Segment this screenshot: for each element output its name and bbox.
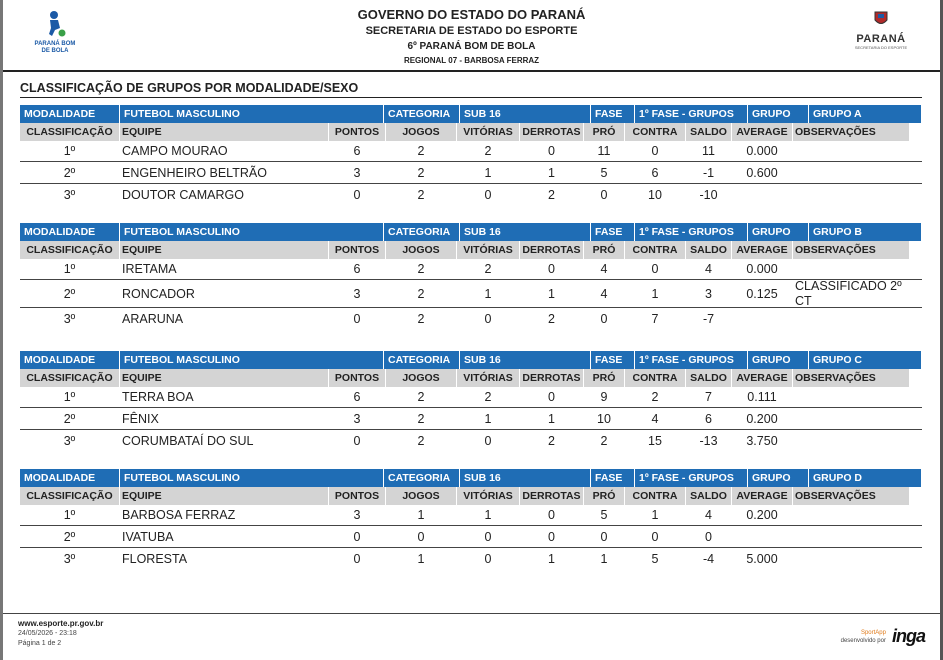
table-row xyxy=(20,505,922,526)
modalidade-value: FUTEBOL MASCULINO xyxy=(120,105,383,123)
cell-contra: 2 xyxy=(651,390,659,404)
cell-pro: 2 xyxy=(600,434,608,448)
cell-average: 5.000 xyxy=(746,552,778,566)
cell-classificacao: 3º xyxy=(63,188,76,202)
categoria-value: SUB 16 xyxy=(460,223,590,241)
cell-average: 0.200 xyxy=(746,411,778,426)
categoria-value: SUB 16 xyxy=(460,105,590,123)
cell-saldo: 3 xyxy=(705,286,712,301)
header-titles xyxy=(0,6,943,67)
cell-equipe: IRETAMA xyxy=(122,262,177,276)
fase-value: 1º FASE - GRUPOS xyxy=(635,223,747,241)
group-header-band xyxy=(20,105,922,123)
categoria-label: CATEGORIA xyxy=(384,351,459,369)
grupo-label: GRUPO xyxy=(748,469,808,487)
cell-pro: 5 xyxy=(600,508,608,522)
cell-average: 0.111 xyxy=(747,390,777,404)
cell-contra: 5 xyxy=(651,552,659,566)
fase-label: FASE xyxy=(591,469,634,487)
cell-vitorias: 2 xyxy=(484,390,492,404)
cell-average: 0.125 xyxy=(746,286,778,301)
cell-classificacao: 1º xyxy=(63,508,76,522)
column-header-contra: CONTRA xyxy=(625,369,685,387)
categoria-label: CATEGORIA xyxy=(384,105,459,123)
cell-pontos: 3 xyxy=(353,508,361,522)
cell-pontos: 0 xyxy=(353,312,361,326)
fase-value: 1º FASE - GRUPOS xyxy=(635,105,747,123)
column-header-classificacao: CLASSIFICAÇÃO xyxy=(20,369,119,387)
cell-jogos: 2 xyxy=(417,286,425,301)
group-header-band xyxy=(20,469,922,487)
table-row xyxy=(20,184,922,206)
column-header-vitorias: VITÓRIAS xyxy=(457,487,519,505)
group-table xyxy=(20,469,922,570)
government-title: GOVERNO DO ESTADO DO PARANÁ xyxy=(357,7,586,22)
cell-vitorias: 1 xyxy=(484,286,492,301)
cell-derrotas: 0 xyxy=(548,390,555,404)
cell-saldo: 4 xyxy=(705,262,712,276)
cell-average: 0.000 xyxy=(746,262,778,276)
column-header-equipe: EQUIPE xyxy=(120,241,328,259)
cell-contra: 0 xyxy=(651,262,659,276)
cell-classificacao: 1º xyxy=(63,390,76,404)
footer-date: 24/05/2026 - 23:18 xyxy=(18,630,77,637)
group-header-band xyxy=(20,223,922,241)
modalidade-label: MODALIDADE xyxy=(20,351,119,369)
column-header-pro: PRÓ xyxy=(584,487,624,505)
column-header-contra: CONTRA xyxy=(625,241,685,259)
column-header-derrotas: DERROTAS xyxy=(520,369,583,387)
cell-equipe: FLORESTA xyxy=(122,552,188,566)
cell-pro: 11 xyxy=(597,144,611,158)
cell-pro: 0 xyxy=(600,188,608,202)
cell-contra: 15 xyxy=(648,434,662,448)
cell-average: 0.000 xyxy=(746,144,778,158)
cell-derrotas: 2 xyxy=(548,434,555,448)
cell-jogos: 2 xyxy=(417,165,425,180)
column-header-jogos: JOGOS xyxy=(386,241,456,259)
report-header xyxy=(0,0,943,70)
cell-jogos: 2 xyxy=(417,144,425,158)
column-header-contra: CONTRA xyxy=(625,487,685,505)
developer-credit-text xyxy=(841,629,886,645)
cell-jogos: 0 xyxy=(417,529,425,544)
cell-equipe: RONCADOR xyxy=(122,286,195,301)
cell-classificacao: 1º xyxy=(63,144,76,158)
modalidade-value: FUTEBOL MASCULINO xyxy=(120,351,383,369)
cell-saldo: -7 xyxy=(702,312,715,326)
column-header-contra: CONTRA xyxy=(625,123,685,141)
grupo-label: GRUPO xyxy=(748,351,808,369)
cell-classificacao: 2º xyxy=(63,165,76,180)
cell-vitorias: 1 xyxy=(484,508,492,522)
column-header-average: AVERAGE xyxy=(732,241,792,259)
categoria-value: SUB 16 xyxy=(460,351,590,369)
column-header-equipe: EQUIPE xyxy=(120,123,328,141)
group-table xyxy=(20,105,922,206)
cell-jogos: 2 xyxy=(417,262,425,276)
column-header-equipe: EQUIPE xyxy=(120,369,328,387)
cell-equipe: IVATUBA xyxy=(122,529,174,544)
cell-pontos: 6 xyxy=(353,262,361,276)
cell-pro: 5 xyxy=(600,165,608,180)
table-row xyxy=(20,259,922,280)
column-headers xyxy=(20,123,922,141)
cell-derrotas: 0 xyxy=(548,144,555,158)
modalidade-label: MODALIDADE xyxy=(20,469,119,487)
cell-observacoes: CLASSIFICADO 2º CT xyxy=(795,278,902,308)
modalidade-label: MODALIDADE xyxy=(20,105,119,123)
column-header-observacoes: OBSERVAÇÕES xyxy=(793,241,909,259)
column-header-jogos: JOGOS xyxy=(386,369,456,387)
fase-label: FASE xyxy=(591,223,634,241)
cell-vitorias: 2 xyxy=(484,262,492,276)
column-headers xyxy=(20,487,922,505)
cell-saldo: -10 xyxy=(699,188,718,202)
logo-right-text: PARANÁ xyxy=(856,33,906,45)
cell-equipe: TERRA BOA xyxy=(122,390,194,404)
cell-equipe: FÊNIX xyxy=(122,411,159,426)
column-header-classificacao: CLASSIFICAÇÃO xyxy=(20,487,119,505)
cell-pontos: 3 xyxy=(353,165,361,180)
footer-url[interactable]: www.esporte.pr.gov.br xyxy=(18,619,104,628)
cell-equipe: ENGENHEIRO BELTRÃO xyxy=(122,165,267,180)
table-row xyxy=(20,430,922,452)
cell-vitorias: 0 xyxy=(484,552,492,566)
categoria-label: CATEGORIA xyxy=(384,223,459,241)
column-header-saldo: SALDO xyxy=(686,241,731,259)
cell-average: 0.200 xyxy=(746,508,778,522)
logo-right-subtext: SECRETARIA DO ESPORTE xyxy=(854,45,908,50)
cell-pontos: 0 xyxy=(353,552,361,566)
fase-label: FASE xyxy=(591,105,634,123)
cell-pro: 10 xyxy=(597,411,611,426)
column-header-average: AVERAGE xyxy=(732,487,792,505)
sportapp-label: SportApp xyxy=(860,629,886,636)
column-header-classificacao: CLASSIFICAÇÃO xyxy=(20,241,119,259)
cell-pro: 9 xyxy=(600,390,608,404)
cell-jogos: 2 xyxy=(417,188,425,202)
cell-saldo: 0 xyxy=(705,529,712,544)
secretariat-title: SECRETARIA DE ESTADO DO ESPORTE xyxy=(365,25,578,37)
cell-jogos: 2 xyxy=(417,390,425,404)
cell-derrotas: 0 xyxy=(548,262,555,276)
table-row xyxy=(20,548,922,570)
table-row xyxy=(20,162,922,184)
cell-equipe: CAMPO MOURAO xyxy=(122,144,228,158)
column-header-saldo: SALDO xyxy=(686,369,731,387)
cell-classificacao: 1º xyxy=(63,262,76,276)
cell-derrotas: 2 xyxy=(548,312,555,326)
column-header-average: AVERAGE xyxy=(732,123,792,141)
cell-contra: 0 xyxy=(651,144,659,158)
column-header-vitorias: VITÓRIAS xyxy=(457,369,519,387)
grupo-value: GRUPO A xyxy=(809,105,921,123)
cell-classificacao: 2º xyxy=(63,529,76,544)
cell-jogos: 2 xyxy=(417,411,425,426)
cell-classificacao: 2º xyxy=(63,286,76,301)
cell-pro: 0 xyxy=(600,529,608,544)
column-header-derrotas: DERROTAS xyxy=(520,487,583,505)
group-header-band xyxy=(20,351,922,369)
fase-value: 1º FASE - GRUPOS xyxy=(635,351,747,369)
column-header-classificacao: CLASSIFICAÇÃO xyxy=(20,123,119,141)
column-header-observacoes: OBSERVAÇÕES xyxy=(793,487,909,505)
cell-pontos: 0 xyxy=(353,188,361,202)
column-header-pontos: PONTOS xyxy=(329,369,385,387)
table-row xyxy=(20,280,922,308)
column-header-saldo: SALDO xyxy=(686,487,731,505)
column-header-pro: PRÓ xyxy=(584,241,624,259)
developer-credit xyxy=(841,626,925,647)
cell-vitorias: 0 xyxy=(484,312,492,326)
grupo-label: GRUPO xyxy=(748,223,808,241)
logo-left-text: PARANÁ BOM DE BOLA xyxy=(34,41,76,54)
cell-contra: 7 xyxy=(651,312,659,326)
column-header-pontos: PONTOS xyxy=(329,487,385,505)
cell-derrotas: 2 xyxy=(548,188,555,202)
cell-pro: 0 xyxy=(600,312,608,326)
group-table xyxy=(20,223,922,330)
cell-vitorias: 0 xyxy=(484,434,492,448)
column-headers xyxy=(20,241,922,259)
cell-pontos: 0 xyxy=(353,529,361,544)
column-header-observacoes: OBSERVAÇÕES xyxy=(793,369,909,387)
cell-pro: 4 xyxy=(600,286,608,301)
table-row xyxy=(20,408,922,430)
cell-jogos: 1 xyxy=(417,508,425,522)
cell-contra: 10 xyxy=(648,188,662,202)
cell-vitorias: 0 xyxy=(484,188,492,202)
cell-pro: 4 xyxy=(600,262,608,276)
cell-contra: 1 xyxy=(651,286,659,301)
cell-contra: 0 xyxy=(651,529,659,544)
cell-contra: 6 xyxy=(651,165,659,180)
cell-average: 3.750 xyxy=(746,434,778,448)
cell-contra: 4 xyxy=(651,411,659,426)
cell-contra: 1 xyxy=(651,508,659,522)
modalidade-value: FUTEBOL MASCULINO xyxy=(120,223,383,241)
table-row xyxy=(20,526,922,548)
cell-vitorias: 1 xyxy=(484,411,492,426)
column-header-pro: PRÓ xyxy=(584,369,624,387)
cell-vitorias: 0 xyxy=(484,529,492,544)
developed-by-label: desenvolvido por xyxy=(840,637,886,644)
inga-logo: inga xyxy=(891,626,925,646)
grupo-value: GRUPO C xyxy=(809,351,921,369)
regional-title: REGIONAL 07 - BARBOSA FERRAZ xyxy=(403,56,540,65)
cell-saldo: 11 xyxy=(702,144,715,158)
cell-saldo: 7 xyxy=(705,390,712,404)
cell-saldo: -1 xyxy=(702,165,715,180)
cell-jogos: 1 xyxy=(417,552,425,566)
column-header-derrotas: DERROTAS xyxy=(520,241,583,259)
column-header-pontos: PONTOS xyxy=(329,241,385,259)
cell-derrotas: 1 xyxy=(548,411,555,426)
header-divider xyxy=(3,70,940,72)
modalidade-label: MODALIDADE xyxy=(20,223,119,241)
cell-equipe: BARBOSA FERRAZ xyxy=(122,508,236,522)
page-title: CLASSIFICAÇÃO DE GRUPOS POR MODALIDADE/SEXO xyxy=(20,81,359,95)
cell-derrotas: 0 xyxy=(548,529,555,544)
footer-page-number: Página 1 de 2 xyxy=(18,640,62,647)
cell-equipe: ARARUNA xyxy=(122,312,184,326)
modalidade-value: FUTEBOL MASCULINO xyxy=(120,469,383,487)
column-header-saldo: SALDO xyxy=(686,123,731,141)
cell-classificacao: 3º xyxy=(63,312,76,326)
column-header-pontos: PONTOS xyxy=(329,123,385,141)
cell-jogos: 2 xyxy=(417,434,425,448)
column-header-vitorias: VITÓRIAS xyxy=(457,241,519,259)
column-header-jogos: JOGOS xyxy=(386,487,456,505)
grupo-value: GRUPO D xyxy=(809,469,921,487)
column-header-derrotas: DERROTAS xyxy=(520,123,583,141)
categoria-label: CATEGORIA xyxy=(384,469,459,487)
cell-average: 0.600 xyxy=(746,165,778,180)
cell-saldo: 4 xyxy=(705,508,712,522)
cell-saldo: -4 xyxy=(702,552,715,566)
cell-pontos: 6 xyxy=(353,390,361,404)
cell-classificacao: 3º xyxy=(63,552,76,566)
cell-derrotas: 1 xyxy=(548,165,555,180)
grupo-value: GRUPO B xyxy=(809,223,921,241)
page-title-underline xyxy=(20,97,922,98)
cell-pro: 1 xyxy=(600,552,608,566)
cell-classificacao: 2º xyxy=(63,411,76,426)
table-row xyxy=(20,308,922,330)
page-border-left xyxy=(0,0,3,660)
cell-pontos: 0 xyxy=(353,434,361,448)
cell-vitorias: 2 xyxy=(484,144,492,158)
table-row xyxy=(20,387,922,408)
cell-saldo: 6 xyxy=(705,411,712,426)
categoria-value: SUB 16 xyxy=(460,469,590,487)
cell-derrotas: 0 xyxy=(548,508,555,522)
cell-jogos: 2 xyxy=(417,312,425,326)
cell-derrotas: 1 xyxy=(548,286,555,301)
fase-label: FASE xyxy=(591,351,634,369)
column-header-equipe: EQUIPE xyxy=(120,487,328,505)
cell-equipe: DOUTOR CAMARGO xyxy=(122,188,244,202)
cell-pontos: 6 xyxy=(353,144,361,158)
cell-derrotas: 1 xyxy=(548,552,555,566)
column-headers xyxy=(20,369,922,387)
footer-divider xyxy=(3,613,940,614)
cell-equipe: CORUMBATAÍ DO SUL xyxy=(122,434,254,448)
column-header-vitorias: VITÓRIAS xyxy=(457,123,519,141)
table-row xyxy=(20,141,922,162)
column-header-jogos: JOGOS xyxy=(386,123,456,141)
fase-value: 1º FASE - GRUPOS xyxy=(635,469,747,487)
parana-state-logo xyxy=(849,10,913,50)
coat-of-arms-icon xyxy=(873,10,889,28)
cell-classificacao: 3º xyxy=(63,434,76,448)
cell-pontos: 3 xyxy=(353,411,361,426)
cell-saldo: -13 xyxy=(699,434,718,448)
group-table xyxy=(20,351,922,452)
event-title: 6º PARANÁ BOM DE BOLA xyxy=(407,41,536,52)
column-header-observacoes: OBSERVAÇÕES xyxy=(793,123,909,141)
cell-pontos: 3 xyxy=(353,286,361,301)
cell-vitorias: 1 xyxy=(484,165,492,180)
column-header-average: AVERAGE xyxy=(732,369,792,387)
grupo-label: GRUPO xyxy=(748,105,808,123)
column-header-pro: PRÓ xyxy=(584,123,624,141)
